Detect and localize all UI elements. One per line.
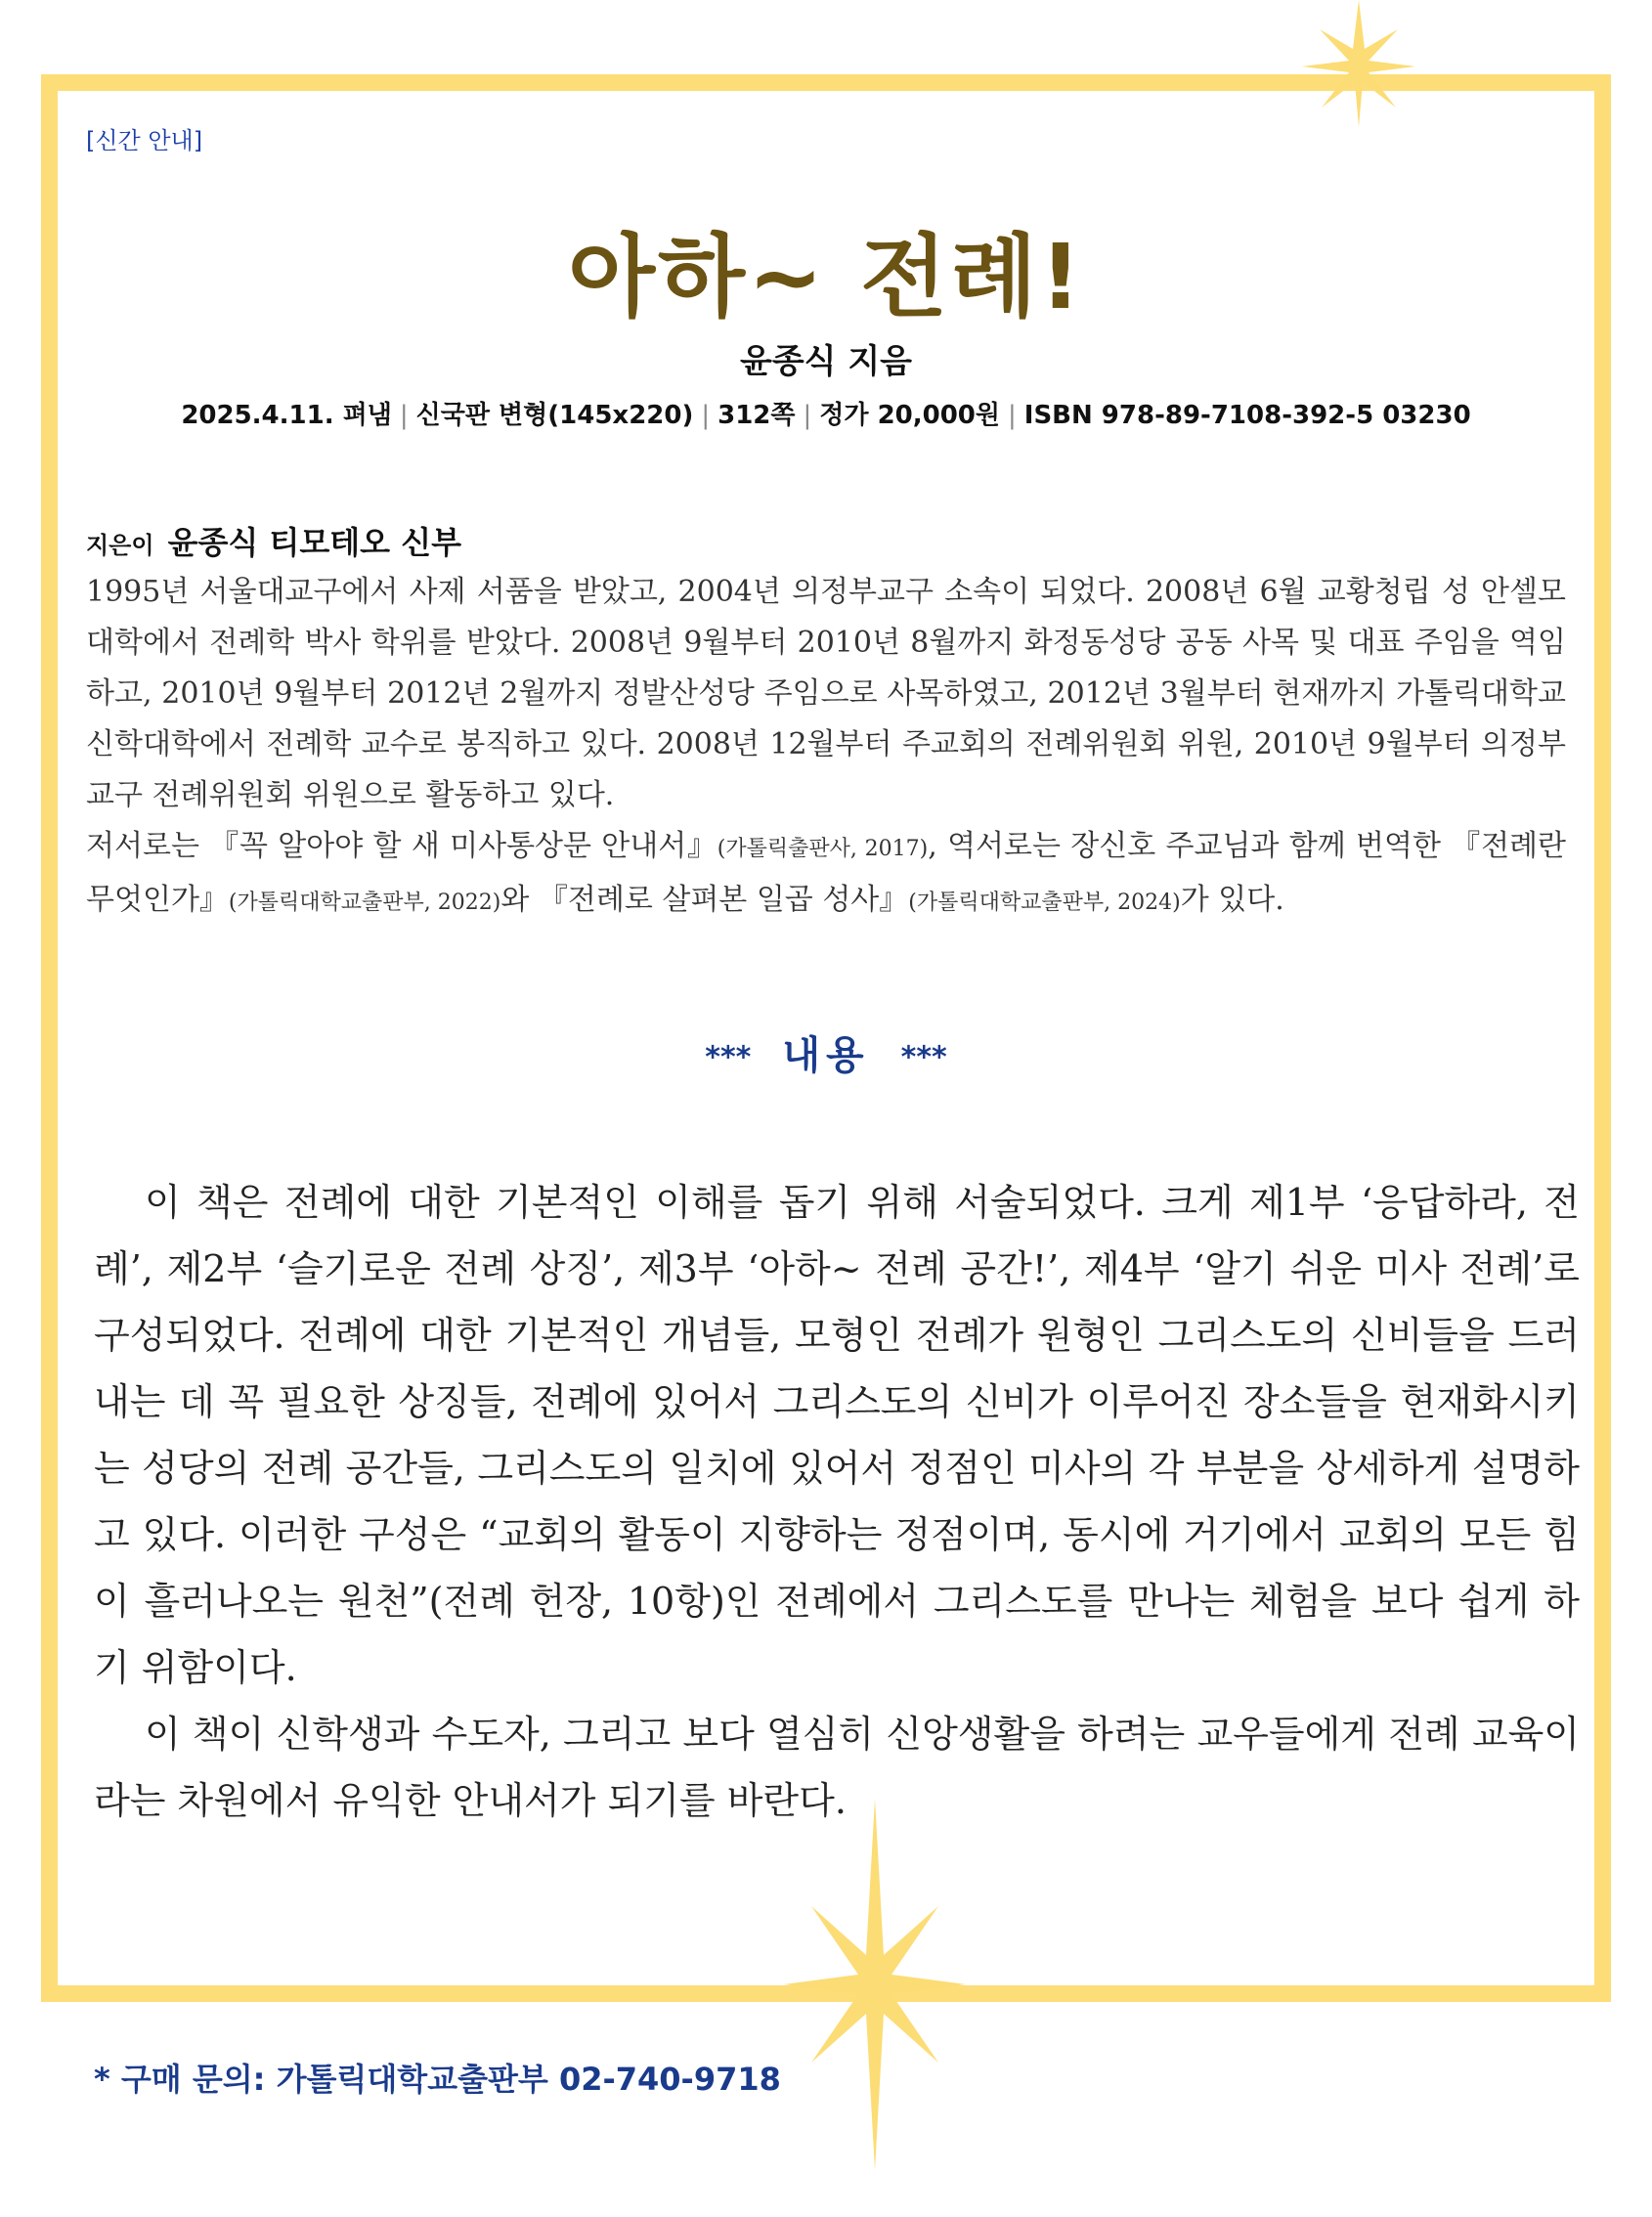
meta-separator: | <box>701 401 711 430</box>
meta-separator: | <box>399 401 409 430</box>
author-heading <box>86 518 461 563</box>
sparkle-star-top-right <box>1300 0 1417 127</box>
page-count: 312쪽 <box>717 401 796 430</box>
book-title: 아하~ 전례! <box>568 225 1084 329</box>
book-author: 윤종식 지음 <box>739 342 913 381</box>
work-title: 『전례란 무엇인가』 <box>86 829 1567 917</box>
work-title: 『꼭 알아야 할 새 미사통상문 안내서』 <box>209 829 717 863</box>
heading-stars-right: *** <box>900 1040 947 1075</box>
content-section-heading <box>0 1024 1652 1080</box>
book-meta <box>0 395 1652 431</box>
sparkle-star-bottom-center <box>782 1799 968 2170</box>
author-label: 지은이 <box>86 532 154 559</box>
author-name: 윤종식 티모테오 신부 <box>167 524 462 561</box>
work-publisher: (가톨릭대학교출판부, 2022) <box>228 891 501 915</box>
works-end: 가 있다. <box>1180 883 1284 917</box>
description-paragraph-1: 이 책은 전례에 대한 기본적인 이해를 돕기 위해 서술되었다. 크게 제1부 ‘응답하라, 전례’, 제2부 ‘슬기로운 전례 상징’, 제3부 ‘아하~ 전례 공간!’, 제4부 ‘알기 쉬운 미사 전례’로 구성되었다. 전례에 대한 기본적인 개념들, 모형인 전례가 원형인 그리스도의 신비들을 드러내는 데 꼭 필요한 상징들, 전례에 있어서 그리스도의 신비가 이루어진 장소들을 현재화시키는 성당의 전례 공간들, 그리스도의 일치에 있어서 정점인 미사의 각 부분을 상세하게 설명하고 있다. 이러한 구성은 “교회의 활동이 지향하는 정점이며, 동시에 거기에서 교회의 모든 힘이 흘러나오는 원천”(전례 헌장, 10항)인 전례에서 그리스도를 만나는 체험을 보다 쉽게 하기 위함이다. <box>94 1181 1580 1689</box>
heading-stars-left: *** <box>705 1040 752 1075</box>
description-paragraph-2: 이 책이 신학생과 수도자, 그리고 보다 열심히 신앙생활을 하려는 교우들에게 전례 교육이라는 차원에서 유익한 안내서가 되기를 바란다. <box>94 1713 1580 1822</box>
publish-date: 2025.4.11. 펴냄 <box>181 401 392 430</box>
meta-separator: | <box>803 401 812 430</box>
works-intro: 저서로는 <box>86 829 210 863</box>
purchase-contact: * 구매 문의: 가톨릭대학교출판부 02-740-9718 <box>94 2061 781 2098</box>
book-price: 정가 20,000원 <box>819 401 1001 430</box>
heading-text: 내용 <box>782 1033 870 1078</box>
works-mid: , 역서로는 장신호 주교님과 함께 번역한 <box>928 829 1452 863</box>
work-publisher: (가톨릭출판사, 2017) <box>717 837 929 861</box>
book-isbn: ISBN 978-89-7108-392-5 03230 <box>1023 401 1471 430</box>
works-and: 와 <box>500 883 539 917</box>
work-publisher: (가톨릭대학교출판부, 2024) <box>908 891 1181 915</box>
book-description <box>94 1169 1580 1834</box>
book-format: 신국판 변형(145x220) <box>415 401 694 430</box>
work-title: 『전례로 살펴본 일곱 성사』 <box>538 883 909 917</box>
announcement-tag: [신간 안내] <box>86 127 203 154</box>
author-bio <box>86 567 1566 929</box>
meta-separator: | <box>1008 401 1017 430</box>
bio-works <box>86 821 1566 929</box>
bio-career: 1995년 서울대교구에서 사제 서품을 받았고, 2004년 의정부교구 소속이 되었다. 2008년 6월 교황청립 성 안셀모 대학에서 전례학 박사 학위를 받았다. 2008년 9월부터 2010년 8월까지 화정동성당 공동 사목 및 대표 주임을 역임하고, 2010년 9월부터 2012년 2월까지 정발산성당 주임으로 사목하였고, 2012년 3월부터 현재까지 가톨릭대학교 신학대학에서 전례학 교수로 봉직하고 있다. 2008년 12월부터 주교회의 전례위원회 위원, 2010년 9월부터 의정부교구 전례위원회 위원으로 활동하고 있다. <box>86 575 1566 812</box>
